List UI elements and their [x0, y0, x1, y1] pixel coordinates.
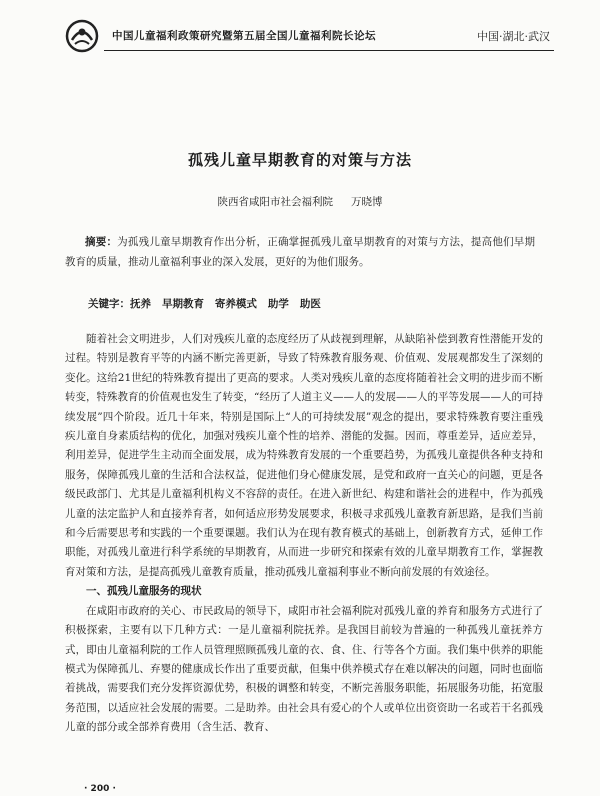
- conference-location: 中国·湖北·武汉: [477, 30, 550, 43]
- keywords-label: 关键字：: [88, 298, 130, 310]
- section-paragraph: 在咸阳市政府的关心、市民政局的领导下，咸阳市社会福利院对孤残儿童的养育和服务方式进行了积极探索，主要有以下几种方式：一是儿童福利院抚养。是我国目前较为普遍的一种孤残儿童抚养方式，即由儿童福利院的工作人员管理照顾孤残儿童的衣、食、住、行等各个方面。我们集中供养的职能模式为保障孤儿、弃婴的健康成长作出了重要贡献，但集中供养模式存在难以解决的问题，同时也面临着挑战，需要我们充分发挥资源优势，积极的调整和转变，不断完善服务职能，拓展服务功能，拓宽服务范围，以适应社会发展的需要。二是助养。由社会具有爱心的个人或单位出资资助一名或若干名孤残儿童的部分或全部养育费用（含生活、教育、: [65, 604, 543, 734]
- abstract-text: 为孤残儿童早期教育作出分析，正确掌握孤残儿童早期教育的对策与方法，提高他们早期教育的质量，推动儿童福利事业的深入发展，更好的为他们服务。: [65, 236, 536, 268]
- conference-title: 中国儿童福利政策研究暨第五届全国儿童福利院长论坛: [112, 30, 376, 42]
- author-line: [0, 194, 600, 209]
- abstract: [65, 232, 535, 272]
- header-divider: [104, 50, 554, 51]
- article-title: 孤残儿童早期教育的对策与方法: [187, 151, 412, 169]
- keywords-text: 抚养 早期教育 寄养模式 助学 助医: [130, 298, 321, 310]
- intro-paragraph: 随着社会文明进步，人们对残疾儿童的态度经历了从歧视到理解，从缺陷补偿到教育性潜能开发的过程。特别是教育平等的内涵不断完善更新，导致了特殊教育服务观、价值观、发展观都发生了深刻的变化。这给21世纪的特殊教育提出了更高的要求。人类对残疾儿童的态度将随着社会文明的进步而不断转变，特殊教育的价值观也发生了转变，“经历了人道主义——人的发展——人的平等发展——人的可持续发展”四个阶段。近几十年来，特别是国际上“人的可持续发展”观念的提出，要求特殊教育要注重残疾儿童自身素质结构的优化，加强对残疾儿童个性的培养、潜能的发掘。因而，尊重差异，适应差异，利用差异，促进学生主动而全面发展，成为特殊教育发展的一个重要趋势，为孤残儿童提供各种支持和服务，保障孤残儿童的生活和合法权益，促进他们身心健康发展，是党和政府一直关心的问题，更是各级民政部门、尤其是儿童福利机构义不容辞的责任。在进入新世纪、构建和谐社会的进程中，作为孤残儿童的法定监护人和直接养育者，如何适应形势发展要求，积极寻求孤残儿童教育新思路，是我们当前和今后需要思考和实践的一个重要课题。我们认为在现有教育模式的基础上，创新教育方式，延伸工作职能，对孤残儿童进行科学系统的早期教育，从而进一步研究和探索有效的儿童早期教育工作，掌握教育对策和方法，是提高孤残儿童教育质量，推动孤残儿童福利事业不断向前发展的有效途径。: [65, 333, 543, 578]
- author-affiliation: 陕西省咸阳市社会福利院: [217, 196, 333, 208]
- page-number: · 200 ·: [84, 784, 116, 794]
- section-heading: 一、孤残儿童服务的现状: [86, 585, 202, 598]
- author-name: 万晓博: [351, 196, 383, 208]
- abstract-label: 摘要：: [85, 236, 118, 248]
- page-header: [56, 18, 556, 58]
- keywords: [88, 294, 548, 314]
- article-body: [65, 330, 543, 738]
- forum-logo-icon: [64, 18, 100, 54]
